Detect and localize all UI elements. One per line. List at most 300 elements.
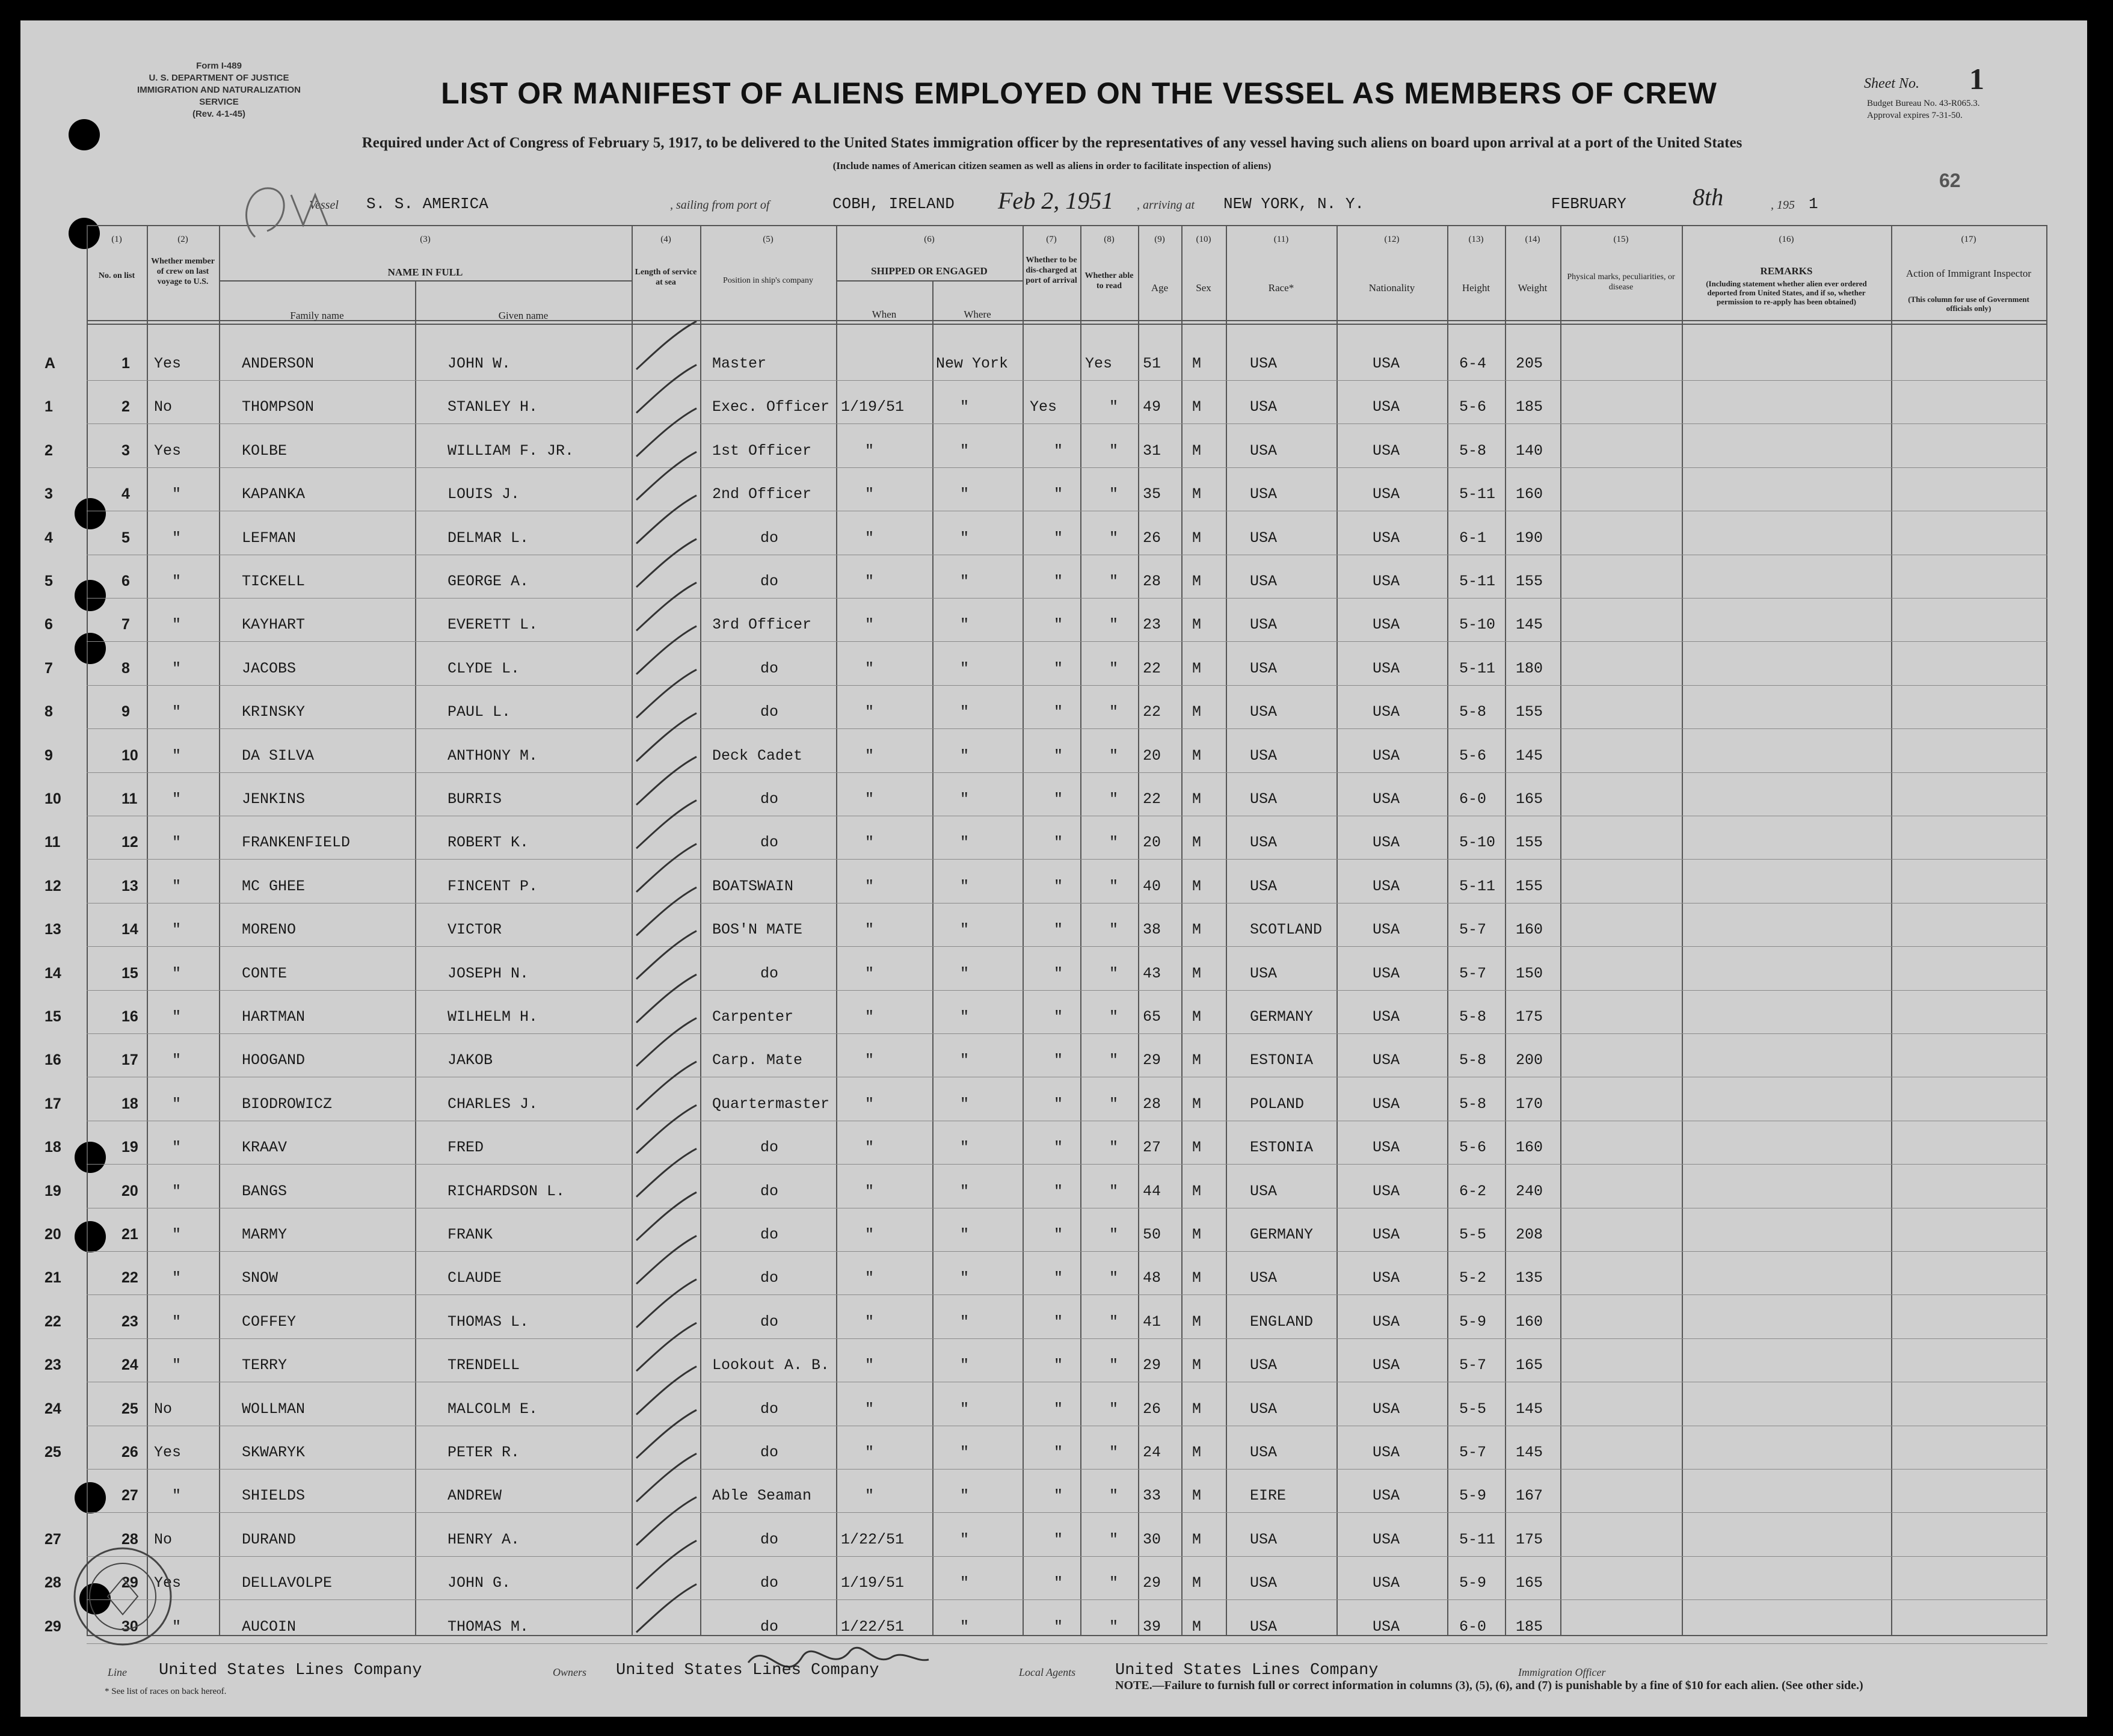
col-number: (4) bbox=[660, 235, 671, 244]
table-row bbox=[20, 426, 2087, 470]
when-cell: " bbox=[865, 834, 875, 852]
row-margin-number: 27 bbox=[45, 1530, 61, 1548]
row-number: 26 bbox=[121, 1444, 138, 1461]
height-cell: 5-8 bbox=[1459, 1051, 1487, 1070]
row-margin-number: 21 bbox=[45, 1269, 61, 1287]
nationality-cell: USA bbox=[1373, 1269, 1400, 1287]
sex-cell: M bbox=[1192, 1313, 1202, 1331]
year-digit: 1 bbox=[1809, 195, 1818, 213]
height-cell: 5-11 bbox=[1459, 877, 1496, 895]
table-row bbox=[20, 1385, 2087, 1428]
col-number: (7) bbox=[1046, 235, 1057, 244]
row-rule bbox=[87, 859, 2047, 860]
header-no-on-list: No. on list bbox=[98, 271, 135, 280]
where-cell: " bbox=[960, 529, 970, 547]
row-margin-number: 10 bbox=[45, 790, 61, 807]
row-rule bbox=[87, 1599, 2047, 1600]
able-read-cell: Yes bbox=[1085, 355, 1113, 372]
when-cell: " bbox=[865, 616, 875, 634]
position-cell: do bbox=[760, 964, 779, 982]
service-checkmark bbox=[636, 1105, 697, 1153]
family-name-cell: MARMY bbox=[242, 1226, 288, 1243]
weight-cell: 145 bbox=[1516, 1400, 1543, 1418]
table-row bbox=[20, 339, 2087, 383]
when-cell: " bbox=[865, 921, 875, 939]
header-remarks: REMARKS bbox=[1760, 265, 1813, 277]
corner-number: 62 bbox=[1939, 170, 1961, 191]
row-margin-number: 4 bbox=[45, 529, 53, 546]
height-cell: 5-11 bbox=[1459, 659, 1496, 677]
member-crew-cell: " bbox=[172, 790, 182, 808]
service-checkmark bbox=[636, 974, 697, 1023]
race-cell: USA bbox=[1250, 485, 1278, 503]
sex-cell: M bbox=[1192, 1574, 1202, 1592]
nationality-cell: USA bbox=[1373, 485, 1400, 503]
service-checkmark bbox=[636, 1192, 697, 1240]
service-checkmark bbox=[636, 1236, 697, 1284]
row-rule bbox=[87, 1643, 2047, 1644]
table-row bbox=[20, 383, 2087, 426]
when-cell: " bbox=[865, 790, 875, 808]
header-length-service: Length of service at sea bbox=[635, 268, 697, 287]
row-number: 14 bbox=[121, 921, 138, 938]
race-cell: ENGLAND bbox=[1250, 1313, 1314, 1331]
table-row bbox=[20, 1123, 2087, 1166]
service-checkmark bbox=[636, 321, 697, 369]
weight-cell: 185 bbox=[1516, 1617, 1543, 1636]
table-row bbox=[20, 688, 2087, 731]
service-checkmark bbox=[636, 800, 697, 848]
row-margin-number: 18 bbox=[45, 1139, 61, 1156]
col-number: (17) bbox=[1961, 235, 1976, 244]
sex-cell: M bbox=[1192, 746, 1202, 765]
row-number: 3 bbox=[121, 442, 130, 459]
pencil-scribble bbox=[231, 171, 351, 261]
sex-cell: M bbox=[1192, 1095, 1202, 1113]
races-note: * See list of races on back hereof. bbox=[105, 1687, 227, 1696]
member-crew-cell: " bbox=[172, 1617, 182, 1636]
able-read-cell: " bbox=[1109, 573, 1119, 590]
age-cell: 24 bbox=[1143, 1444, 1161, 1461]
race-cell: USA bbox=[1250, 355, 1278, 372]
height-cell: 5-7 bbox=[1459, 1444, 1487, 1461]
sex-cell: M bbox=[1192, 573, 1202, 590]
where-cell: " bbox=[960, 1487, 970, 1505]
row-margin-number: 14 bbox=[45, 964, 61, 982]
weight-cell: 165 bbox=[1516, 1574, 1543, 1592]
arrival-month: FEBRUARY bbox=[1551, 195, 1626, 213]
where-cell: " bbox=[960, 1269, 970, 1287]
family-name-cell: HARTMAN bbox=[242, 1008, 306, 1026]
given-name-cell: JOHN W. bbox=[448, 355, 511, 372]
discharged-cell: " bbox=[1054, 1356, 1063, 1374]
able-read-cell: " bbox=[1109, 485, 1119, 503]
weight-cell: 175 bbox=[1516, 1530, 1543, 1548]
row-number: 10 bbox=[121, 746, 138, 764]
where-cell: " bbox=[960, 964, 970, 982]
discharged-cell: " bbox=[1054, 1313, 1063, 1331]
able-read-cell: " bbox=[1109, 616, 1119, 634]
height-cell: 6-4 bbox=[1459, 355, 1487, 372]
race-cell: ESTONIA bbox=[1250, 1051, 1314, 1070]
nationality-cell: USA bbox=[1373, 1051, 1400, 1070]
where-cell: " bbox=[960, 1574, 970, 1592]
table-row bbox=[20, 775, 2087, 818]
height-cell: 5-8 bbox=[1459, 442, 1487, 460]
when-cell: 1/19/51 bbox=[841, 398, 905, 416]
member-crew-cell: " bbox=[172, 703, 182, 721]
position-cell: do bbox=[760, 703, 779, 721]
where-cell: " bbox=[960, 1182, 970, 1200]
weight-cell: 145 bbox=[1516, 616, 1543, 634]
when-cell: " bbox=[865, 1400, 875, 1418]
discharged-cell: Yes bbox=[1030, 398, 1057, 416]
row-margin-number: 12 bbox=[45, 877, 61, 894]
when-cell: " bbox=[865, 1356, 875, 1374]
nationality-cell: USA bbox=[1373, 573, 1400, 590]
able-read-cell: " bbox=[1109, 1139, 1119, 1157]
able-read-cell: " bbox=[1109, 1051, 1119, 1070]
row-number: 18 bbox=[121, 1095, 138, 1112]
approval-expires: Approval expires 7-31-50. bbox=[1867, 111, 1963, 120]
sex-cell: M bbox=[1192, 790, 1202, 808]
able-read-cell: " bbox=[1109, 1487, 1119, 1505]
race-cell: ESTONIA bbox=[1250, 1139, 1314, 1157]
row-number: 12 bbox=[121, 834, 138, 851]
position-cell: do bbox=[760, 1313, 779, 1331]
family-name-cell: TICKELL bbox=[242, 573, 306, 590]
table-row bbox=[20, 1167, 2087, 1210]
race-cell: USA bbox=[1250, 616, 1278, 634]
able-read-cell: " bbox=[1109, 1182, 1119, 1200]
family-name-cell: COFFEY bbox=[242, 1313, 297, 1331]
row-rule bbox=[87, 1164, 2047, 1165]
header-action-note: (This column for use of Government officials only) bbox=[1908, 295, 2029, 313]
table-row bbox=[20, 993, 2087, 1036]
member-crew-cell: " bbox=[172, 1051, 182, 1070]
sex-cell: M bbox=[1192, 1617, 1202, 1636]
when-cell: " bbox=[865, 703, 875, 721]
service-checkmarks bbox=[632, 321, 700, 1645]
col-number: (6) bbox=[924, 235, 935, 244]
nationality-cell: USA bbox=[1373, 1356, 1400, 1374]
table-row bbox=[20, 862, 2087, 905]
weight-cell: 240 bbox=[1516, 1182, 1543, 1200]
position-cell: do bbox=[760, 834, 779, 852]
port-to: NEW YORK, N. Y. bbox=[1223, 195, 1365, 213]
row-margin-number: 9 bbox=[45, 746, 53, 764]
height-cell: 5-8 bbox=[1459, 703, 1487, 721]
when-cell: " bbox=[865, 1444, 875, 1461]
row-number: 8 bbox=[121, 659, 130, 677]
nationality-cell: USA bbox=[1373, 1139, 1400, 1157]
member-crew-cell: " bbox=[172, 1182, 182, 1200]
age-cell: 28 bbox=[1143, 573, 1161, 590]
service-checkmark bbox=[636, 496, 697, 544]
where-cell: " bbox=[960, 1051, 970, 1070]
when-cell: " bbox=[865, 485, 875, 503]
weight-cell: 160 bbox=[1516, 485, 1543, 503]
position-cell: Quartermaster bbox=[712, 1095, 830, 1113]
race-cell: USA bbox=[1250, 1269, 1278, 1287]
where-cell: " bbox=[960, 659, 970, 677]
arrival-day: 8th bbox=[1693, 183, 1724, 211]
row-number: 29 bbox=[121, 1574, 138, 1592]
port-from: COBH, IRELAND bbox=[832, 195, 955, 213]
sheet-label: Sheet No. bbox=[1864, 76, 1919, 91]
header-shipped: SHIPPED OR ENGAGED bbox=[871, 265, 988, 277]
nationality-cell: USA bbox=[1373, 1487, 1400, 1505]
row-number: 24 bbox=[121, 1356, 138, 1374]
member-crew-cell: " bbox=[172, 573, 182, 590]
where-cell: " bbox=[960, 1530, 970, 1548]
row-number: 15 bbox=[121, 964, 138, 982]
age-cell: 27 bbox=[1143, 1139, 1161, 1157]
department-name: U. S. DEPARTMENT OF JUSTICE bbox=[149, 73, 289, 83]
able-read-cell: " bbox=[1109, 1356, 1119, 1374]
service-checkmark bbox=[636, 1018, 697, 1066]
row-number: 9 bbox=[121, 703, 130, 721]
header-where: Where bbox=[964, 309, 991, 320]
weight-cell: 180 bbox=[1516, 659, 1543, 677]
where-cell: " bbox=[960, 877, 970, 895]
row-margin-number: 5 bbox=[45, 573, 53, 589]
row-rule bbox=[87, 1469, 2047, 1470]
weight-cell: 165 bbox=[1516, 1356, 1543, 1374]
header-sex: Sex bbox=[1196, 282, 1211, 294]
member-crew-cell: " bbox=[172, 1269, 182, 1287]
nationality-cell: USA bbox=[1373, 1313, 1400, 1331]
race-cell: USA bbox=[1250, 659, 1278, 677]
given-name-cell: TRENDELL bbox=[448, 1356, 520, 1374]
race-cell: USA bbox=[1250, 964, 1278, 982]
age-cell: 43 bbox=[1143, 964, 1161, 982]
row-rule bbox=[87, 946, 2047, 947]
line-label: Line bbox=[108, 1666, 128, 1678]
row-margin-number: 23 bbox=[45, 1356, 61, 1374]
position-cell: Lookout A. B. bbox=[712, 1356, 830, 1374]
given-name-cell: WILLIAM F. JR. bbox=[448, 442, 574, 460]
row-margin-number: 16 bbox=[45, 1051, 61, 1069]
row-margin-number: 13 bbox=[45, 921, 61, 938]
sheet-number: 1 bbox=[1969, 62, 1984, 96]
official-stamp-icon bbox=[63, 1536, 183, 1657]
nationality-cell: USA bbox=[1373, 921, 1400, 939]
race-cell: POLAND bbox=[1250, 1095, 1305, 1113]
sex-cell: M bbox=[1192, 659, 1202, 677]
service-checkmark bbox=[636, 626, 697, 674]
given-name-cell: WILHELM H. bbox=[448, 1008, 538, 1026]
header-when: When bbox=[872, 309, 897, 320]
line-value: United States Lines Company bbox=[159, 1661, 422, 1679]
able-read-cell: " bbox=[1109, 1313, 1119, 1331]
service-checkmark bbox=[636, 844, 697, 892]
race-cell: USA bbox=[1250, 703, 1278, 721]
age-cell: 22 bbox=[1143, 790, 1161, 808]
when-cell: " bbox=[865, 573, 875, 590]
row-number: 1 bbox=[121, 355, 130, 372]
able-read-cell: " bbox=[1109, 1269, 1119, 1287]
table-row bbox=[20, 1254, 2087, 1297]
row-number: 30 bbox=[121, 1617, 138, 1635]
member-crew-cell: " bbox=[172, 1226, 182, 1243]
sex-cell: M bbox=[1192, 921, 1202, 939]
footer-note: NOTE.—Failure to furnish full or correct information in columns (3), (5), (6), and (7) is punishable by a fine of $10 for each alien. (See other side.) bbox=[1115, 1679, 1863, 1692]
member-crew-cell: " bbox=[172, 1313, 182, 1331]
position-cell: 1st Officer bbox=[712, 442, 812, 460]
given-name-cell: CLAUDE bbox=[448, 1269, 502, 1287]
age-cell: 26 bbox=[1143, 1400, 1161, 1418]
service-checkmark bbox=[636, 582, 697, 630]
discharged-cell: " bbox=[1054, 921, 1063, 939]
race-cell: USA bbox=[1250, 1356, 1278, 1374]
height-cell: 5-11 bbox=[1459, 485, 1496, 503]
row-rule bbox=[87, 728, 2047, 729]
weight-cell: 167 bbox=[1516, 1487, 1543, 1505]
nationality-cell: USA bbox=[1373, 659, 1400, 677]
row-rule bbox=[87, 380, 2047, 381]
header-nationality: Nationality bbox=[1368, 282, 1415, 294]
height-cell: 6-0 bbox=[1459, 790, 1487, 808]
when-cell: 1/22/51 bbox=[841, 1617, 905, 1636]
sex-cell: M bbox=[1192, 355, 1202, 372]
member-crew-cell: " bbox=[172, 834, 182, 852]
row-number: 17 bbox=[121, 1051, 138, 1069]
table-row bbox=[20, 514, 2087, 557]
family-name-cell: AUCOIN bbox=[242, 1617, 297, 1636]
discharged-cell: " bbox=[1054, 1269, 1063, 1287]
family-name-cell: HOOGAND bbox=[242, 1051, 306, 1070]
position-cell: Exec. Officer bbox=[712, 398, 830, 416]
weight-cell: 185 bbox=[1516, 398, 1543, 416]
col-number: (15) bbox=[1613, 235, 1629, 244]
sex-cell: M bbox=[1192, 529, 1202, 547]
row-margin-number: 19 bbox=[45, 1182, 61, 1199]
row-margin-number: 28 bbox=[45, 1574, 61, 1592]
col-number: (13) bbox=[1468, 235, 1484, 244]
weight-cell: 150 bbox=[1516, 964, 1543, 982]
when-cell: " bbox=[865, 964, 875, 982]
discharged-cell: " bbox=[1054, 964, 1063, 982]
row-margin-number: A bbox=[45, 355, 56, 372]
discharged-cell: " bbox=[1054, 1487, 1063, 1505]
able-read-cell: " bbox=[1109, 1617, 1119, 1636]
row-margin-number: 20 bbox=[45, 1226, 61, 1243]
family-name-cell: JACOBS bbox=[242, 659, 297, 677]
weight-cell: 135 bbox=[1516, 1269, 1543, 1287]
nationality-cell: USA bbox=[1373, 1226, 1400, 1243]
family-name-cell: BIODROWICZ bbox=[242, 1095, 333, 1113]
requirement-note: (Include names of American citizen seamen as well as aliens in order to facilitate inspection of aliens) bbox=[832, 160, 1272, 171]
service-name: IMMIGRATION AND NATURALIZATION SERVICE bbox=[137, 85, 301, 107]
race-cell: USA bbox=[1250, 1182, 1278, 1200]
age-cell: 44 bbox=[1143, 1182, 1161, 1200]
service-checkmark bbox=[636, 713, 697, 762]
height-cell: 5-10 bbox=[1459, 834, 1496, 852]
able-read-cell: " bbox=[1109, 1574, 1119, 1592]
height-cell: 5-9 bbox=[1459, 1313, 1487, 1331]
service-checkmark bbox=[636, 1279, 697, 1328]
age-cell: 41 bbox=[1143, 1313, 1161, 1331]
member-crew-cell: Yes bbox=[154, 1444, 182, 1461]
member-crew-cell: No bbox=[154, 1400, 173, 1418]
col-number: (14) bbox=[1525, 235, 1540, 244]
given-name-cell: FRED bbox=[448, 1139, 484, 1157]
nationality-cell: USA bbox=[1373, 1574, 1400, 1592]
punch-hole bbox=[69, 119, 100, 150]
row-number: 27 bbox=[121, 1487, 138, 1504]
sex-cell: M bbox=[1192, 834, 1202, 852]
service-checkmark bbox=[636, 669, 697, 718]
form-identifier bbox=[129, 60, 309, 120]
col-number: (2) bbox=[177, 235, 188, 244]
nationality-cell: USA bbox=[1373, 834, 1400, 852]
able-read-cell: " bbox=[1109, 1008, 1119, 1026]
row-margin-number: 22 bbox=[45, 1313, 61, 1330]
given-name-cell: JOHN G. bbox=[448, 1574, 511, 1592]
nationality-cell: USA bbox=[1373, 1400, 1400, 1418]
given-name-cell: FRANK bbox=[448, 1226, 493, 1243]
discharged-cell: " bbox=[1054, 573, 1063, 590]
member-crew-cell: No bbox=[154, 398, 173, 416]
sex-cell: M bbox=[1192, 616, 1202, 634]
sex-cell: M bbox=[1192, 1139, 1202, 1157]
discharged-cell: " bbox=[1054, 529, 1063, 547]
member-crew-cell: " bbox=[172, 746, 182, 765]
discharged-cell: " bbox=[1054, 834, 1063, 852]
height-cell: 5-7 bbox=[1459, 964, 1487, 982]
agents-label: Local Agents bbox=[1019, 1666, 1076, 1678]
position-cell: Master bbox=[712, 355, 767, 372]
nationality-cell: USA bbox=[1373, 1095, 1400, 1113]
able-read-cell: " bbox=[1109, 659, 1119, 677]
table-row bbox=[20, 905, 2087, 949]
when-cell: " bbox=[865, 1139, 875, 1157]
year-prefix: , 195 bbox=[1771, 199, 1795, 212]
position-cell: do bbox=[760, 573, 779, 590]
member-crew-cell: " bbox=[172, 616, 182, 634]
nationality-cell: USA bbox=[1373, 1530, 1400, 1548]
row-number: 28 bbox=[121, 1530, 138, 1548]
race-cell: GERMANY bbox=[1250, 1226, 1314, 1243]
position-cell: 2nd Officer bbox=[712, 485, 812, 503]
given-name-cell: CHARLES J. bbox=[448, 1095, 538, 1113]
sex-cell: M bbox=[1192, 1269, 1202, 1287]
given-name-cell: CLYDE L. bbox=[448, 659, 520, 677]
table-row bbox=[20, 1602, 2087, 1646]
discharged-cell: " bbox=[1054, 877, 1063, 895]
given-name-cell: BURRIS bbox=[448, 790, 502, 808]
when-cell: " bbox=[865, 442, 875, 460]
given-name-cell: FINCENT P. bbox=[448, 877, 538, 895]
arriving-label: , arriving at bbox=[1137, 199, 1195, 212]
race-cell: EIRE bbox=[1250, 1487, 1287, 1505]
when-cell: " bbox=[865, 877, 875, 895]
age-cell: 28 bbox=[1143, 1095, 1161, 1113]
row-number: 16 bbox=[121, 1008, 138, 1025]
nationality-cell: USA bbox=[1373, 1617, 1400, 1636]
sex-cell: M bbox=[1192, 485, 1202, 503]
when-cell: 1/22/51 bbox=[841, 1530, 905, 1548]
table-top-rule bbox=[87, 225, 2047, 226]
position-cell: do bbox=[760, 1269, 779, 1287]
age-cell: 26 bbox=[1143, 529, 1161, 547]
service-checkmark bbox=[636, 1367, 697, 1415]
service-checkmark bbox=[636, 1149, 697, 1197]
age-cell: 50 bbox=[1143, 1226, 1161, 1243]
when-cell: " bbox=[865, 1008, 875, 1026]
sex-cell: M bbox=[1192, 877, 1202, 895]
